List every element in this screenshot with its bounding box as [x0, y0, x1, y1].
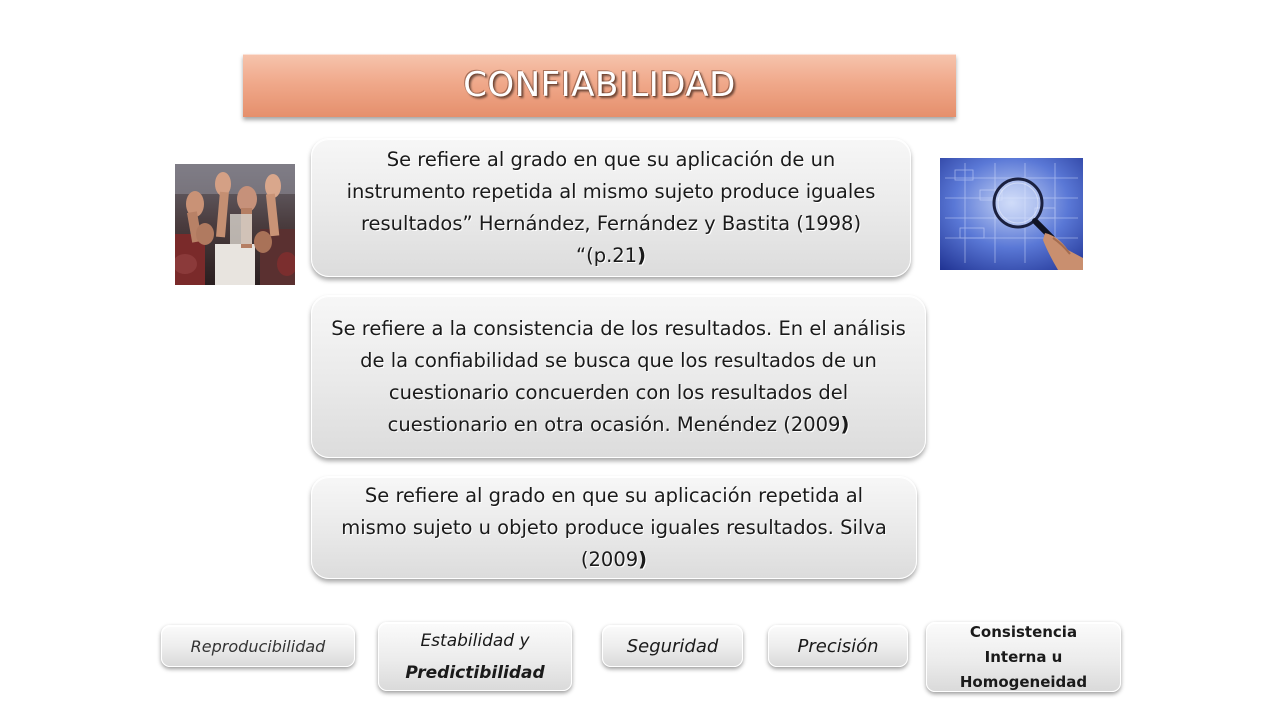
definition-text: [330, 313, 907, 441]
definition-box-silva: [311, 476, 917, 579]
definition-text: [330, 480, 898, 576]
tag-label: Seguridad: [626, 635, 719, 657]
tag-estabilidad-predictibilidad[interactable]: [378, 622, 572, 691]
tag-seguridad[interactable]: [602, 625, 743, 667]
tag-label: Precisión: [797, 635, 879, 657]
definition-text: [330, 144, 892, 272]
tag-label-line2: Interna u: [984, 647, 1063, 666]
tag-label-line1: Estabilidad y: [420, 630, 530, 651]
tag-label-line1: Consistencia: [969, 622, 1078, 641]
definition-body: Se refiere al grado en que su aplicación de un instrumento repetida al mismo sujeto produce iguales resultados” Hernández, Fernández y Bastita (1998) “(p.21: [346, 147, 876, 267]
tag-consistencia-interna[interactable]: [926, 622, 1121, 692]
definition-box-menendez: [311, 295, 926, 458]
closing-parenthesis: ): [638, 547, 648, 571]
title-banner: [243, 54, 956, 117]
definition-body: Se refiere al grado en que su aplicación repetida al mismo sujeto u objeto produce iguales resultados. Silva (2009: [341, 483, 887, 571]
closing-parenthesis: ): [637, 243, 647, 267]
tag-label-line2: Predictibilidad: [405, 662, 545, 683]
closing-parenthesis: ): [840, 412, 850, 436]
definition-box-hernandez: [311, 138, 911, 277]
tag-reproducibilidad[interactable]: [161, 625, 355, 667]
tag-precision[interactable]: [768, 625, 908, 667]
raised-hands-crowd-photo: [175, 164, 295, 285]
tag-label-line3: Homogeneidad: [959, 672, 1088, 691]
tag-label: Reproducibilidad: [190, 636, 326, 656]
magnifying-glass-chart-photo: [940, 158, 1083, 270]
definition-body: Se refiere a la consistencia de los resultados. En el análisis de la confiabilidad se busca que los resultados de un cuestionario concuerden con los resultados del cuestionario en otra ocasión. Menéndez (2009: [331, 316, 906, 436]
slide-title: CONFIABILIDAD: [463, 64, 736, 105]
